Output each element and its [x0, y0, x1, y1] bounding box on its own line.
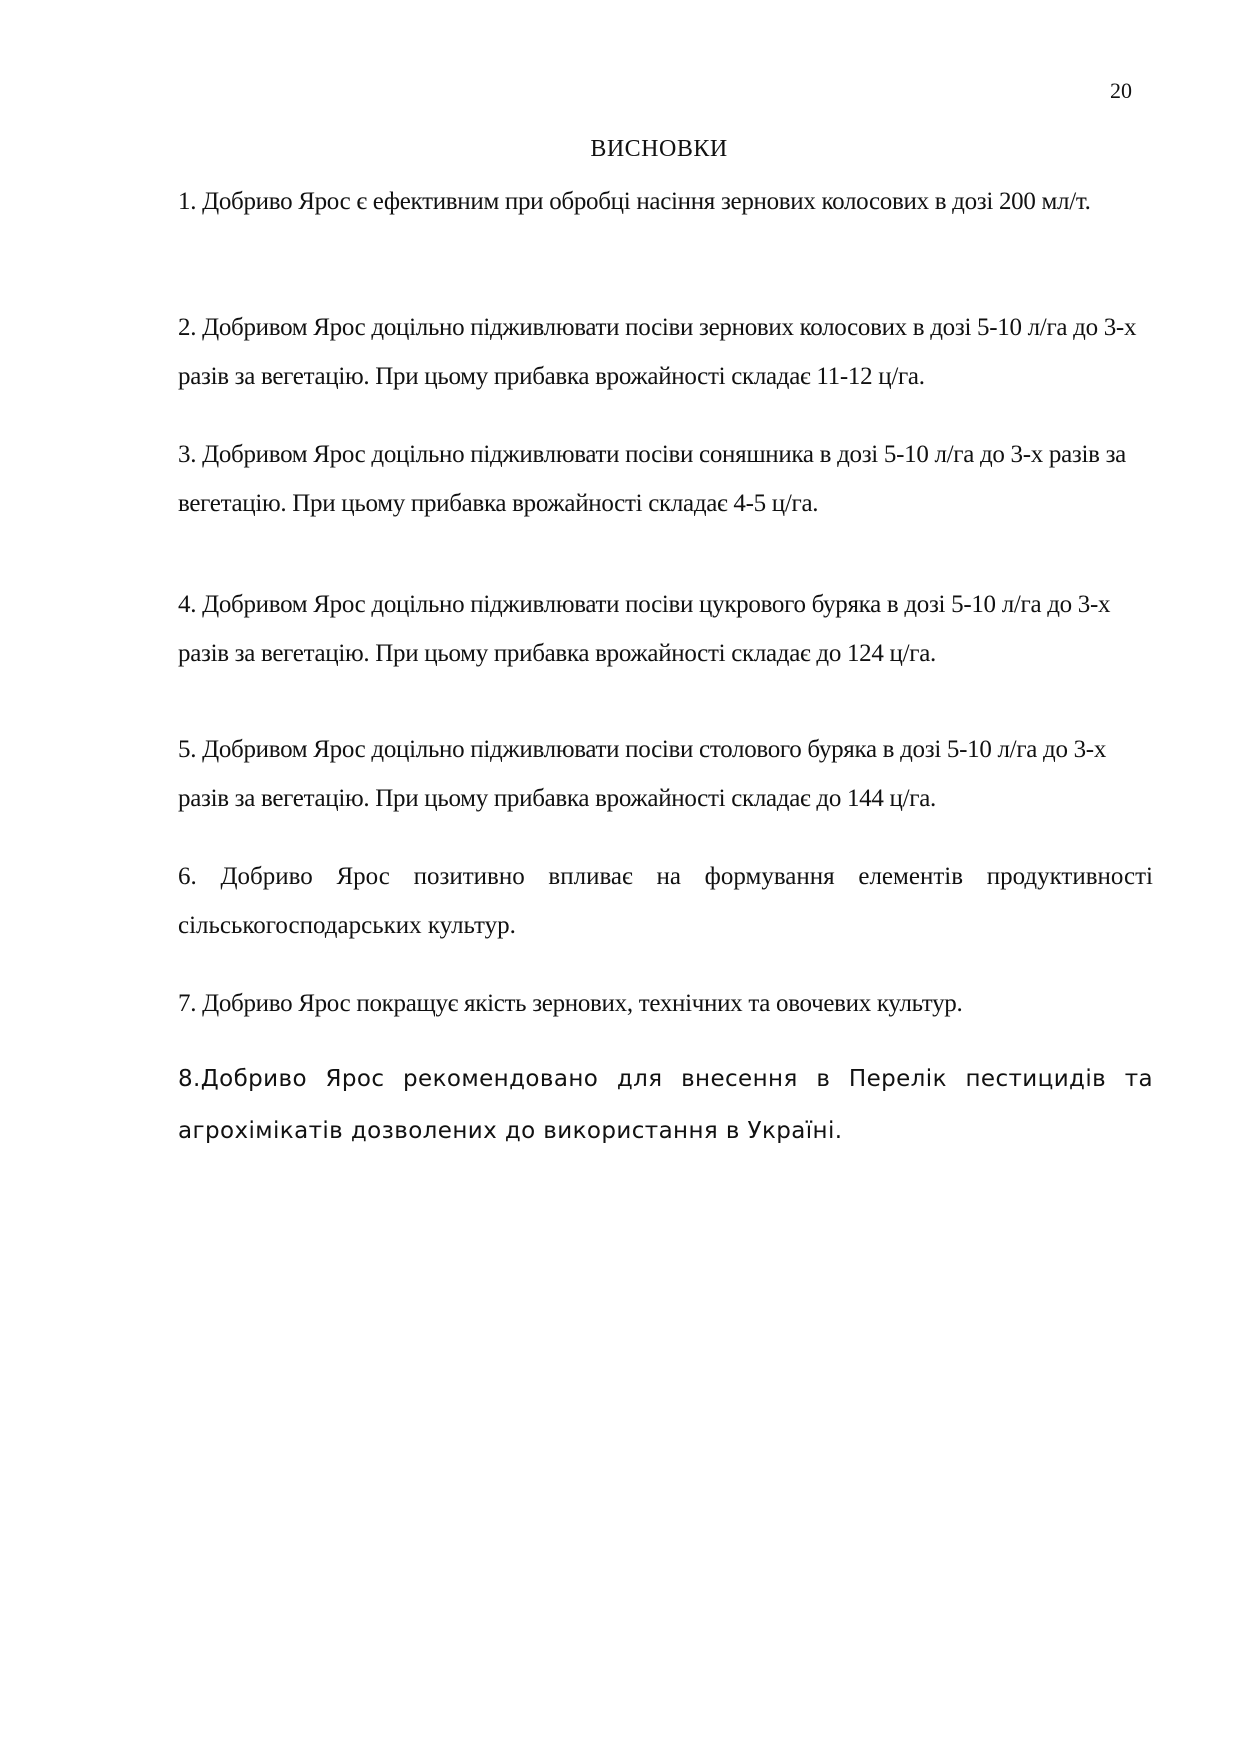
conclusion-4: 4. Добривом Ярос доцільно підживлювати посіви цукрового буряка в дозі 5-10 л/га до 3-х разів за вегетацію. При цьому прибавка врожайності складає до 124 ц/га. — [178, 591, 1111, 667]
page-number: 20 — [1110, 78, 1132, 103]
page-title: ВИСНОВКИ — [590, 136, 728, 162]
conclusion-1: 1. Добриво Ярос є ефективним при обробці насіння зернових колосових в дозі 200 мл/т. — [178, 188, 1091, 215]
conclusion-3: 3. Добривом Ярос доцільно підживлювати посіви соняшника в дозі 5-10 л/га до 3-х разів за вегетацію. При цьому прибавка врожайності складає 4-5 ц/га. — [178, 441, 1126, 517]
conclusion-7: 7. Добриво Ярос покращує якість зернових, технічних та овочевих культур. — [178, 990, 963, 1017]
conclusion-8: 8.Добриво Ярос рекомендовано для внесення в Перелік пестицидів та агрохімікатів дозволених до використання в Україні. — [178, 1066, 1153, 1144]
conclusion-2: 2. Добривом Ярос доцільно підживлювати посіви зернових колосових в дозі 5-10 л/га до 3-х разів за вегетацію. При цьому прибавка врожайності складає 11-12 ц/га. — [178, 314, 1137, 390]
conclusion-6: 6. Добриво Ярос позитивно впливає на формування елементів продуктивності сільськогосподарських культур. — [178, 863, 1153, 939]
conclusion-5: 5. Добривом Ярос доцільно підживлювати посіви столового буряка в дозі 5-10 л/га до 3-х разів за вегетацію. При цьому прибавка врожайності складає до 144 ц/га. — [178, 736, 1107, 812]
